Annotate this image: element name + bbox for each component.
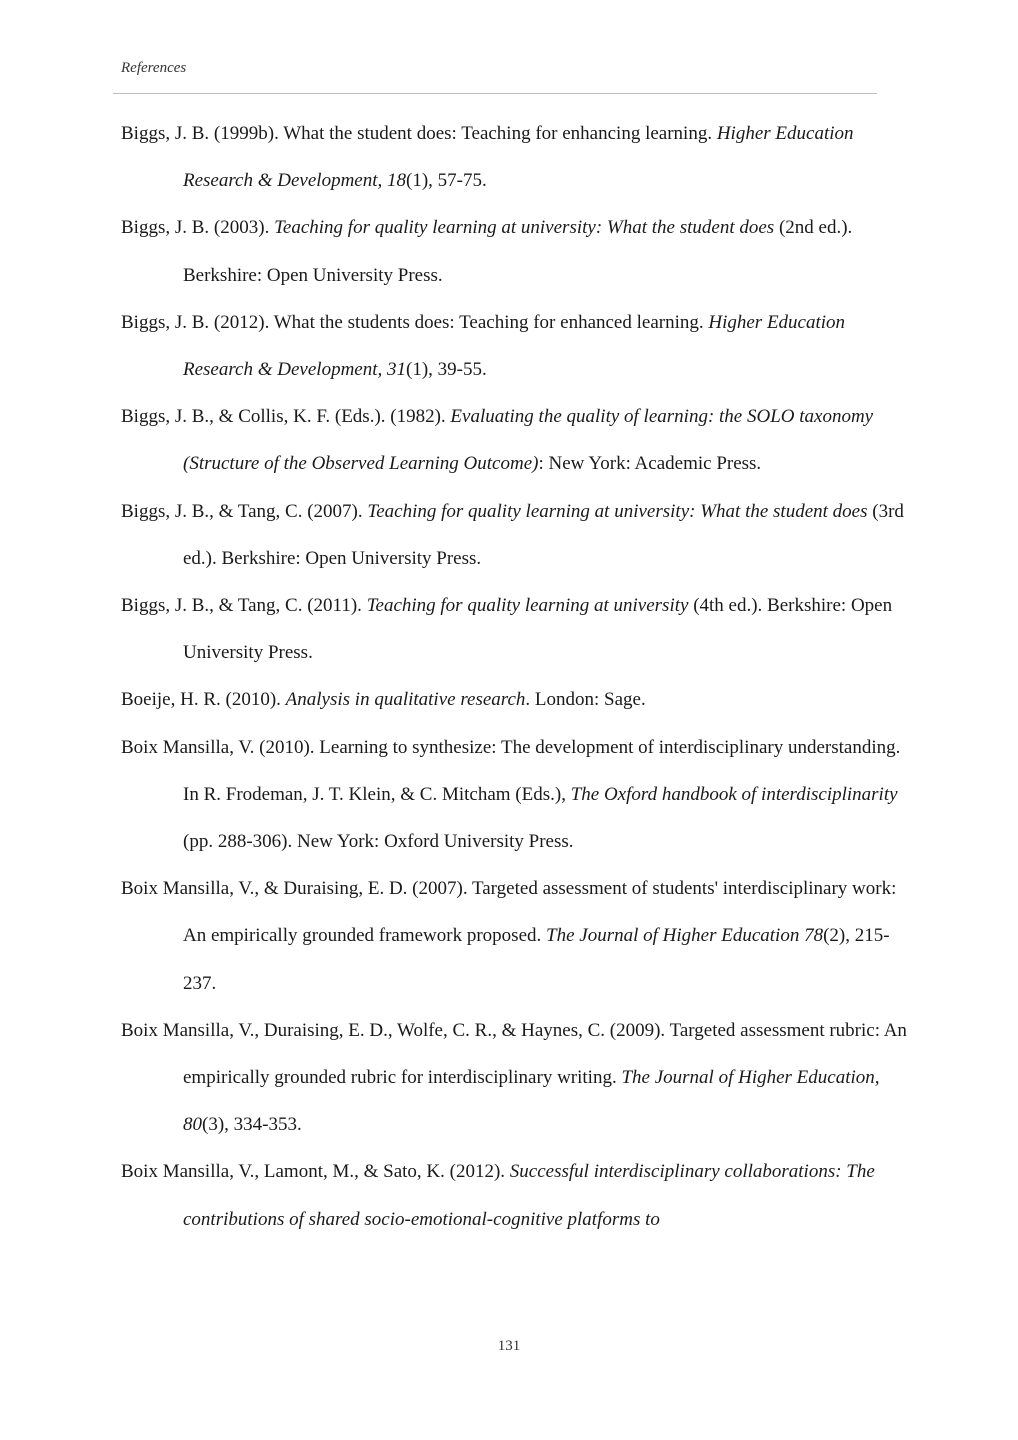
reference-entry xyxy=(121,204,911,298)
reference-text: Boix Mansilla, V. (2010). Learning to synthesize: The development of interdisciplinary understanding. In R. Frodeman, J. T. Klein, & C. Mitcham (Eds.), xyxy=(121,736,901,805)
reference-text: Biggs, J. B., & Tang, C. (2007). xyxy=(121,500,368,522)
reference-italic-title: Successful interdisciplinary collaborations: The contributions of shared socio-emotional-cognitive platforms to xyxy=(183,1161,875,1230)
reference-text: Boeije, H. R. (2010). xyxy=(121,689,286,711)
reference-entry xyxy=(121,110,911,204)
reference-italic-title: Higher Education Research & Development, 31 xyxy=(183,311,846,381)
reference-italic-title: Analysis in qualitative research xyxy=(285,689,526,711)
reference-text: Biggs, J. B. (1999b). What the student does: Teaching for enhancing learning. xyxy=(121,123,717,144)
reference-text: (1), 39-55. xyxy=(406,359,487,381)
reference-italic-title: The Journal of Higher Education, 80 xyxy=(183,1067,880,1136)
reference-entry xyxy=(121,676,911,723)
page-number: 131 xyxy=(497,1338,521,1354)
reference-text: : New York: Academic Press. xyxy=(538,453,762,475)
reference-italic-title: Teaching for quality learning at university: What the student does xyxy=(274,217,775,239)
reference-text: Biggs, J. B., & Tang, C. (2011). xyxy=(121,595,367,617)
reference-text: (3), 334-353. xyxy=(202,1114,302,1136)
running-header-title: References xyxy=(121,60,187,76)
reference-entry xyxy=(121,488,911,582)
reference-text: . London: Sage. xyxy=(525,689,646,711)
reference-text: Biggs, J. B., & Collis, K. F. (Eds.). (1982). xyxy=(121,406,451,428)
reference-entry xyxy=(121,582,911,676)
reference-italic-title: Higher Education Research & Development, 18 xyxy=(183,123,854,192)
reference-text: Biggs, J. B. (2003). xyxy=(121,217,275,239)
reference-text: (2nd ed.). Berkshire: Open University Press. xyxy=(183,217,853,286)
reference-text: Boix Mansilla, V., Lamont, M., & Sato, K. (2012). xyxy=(121,1161,510,1183)
reference-text: (2), 215-237. xyxy=(183,925,890,994)
reference-text: (4th ed.). Berkshire: Open University Press. xyxy=(183,595,893,664)
reference-italic-title: The Journal of Higher Education 78 xyxy=(546,925,824,947)
reference-entry xyxy=(121,865,911,1007)
reference-text: (3rd ed.). Berkshire: Open University Press. xyxy=(183,500,904,569)
reference-entry xyxy=(121,1007,911,1149)
header-divider xyxy=(113,93,877,94)
reference-text: Biggs, J. B. (2012). What the students does: Teaching for enhanced learning. xyxy=(121,311,709,333)
reference-entry xyxy=(121,1148,911,1242)
reference-text: Boix Mansilla, V., & Duraising, E. D. (2007). Targeted assessment of students' interdisciplinary work: An empirically grounded framework proposed. xyxy=(121,878,897,947)
reference-list xyxy=(121,110,911,1243)
reference-italic-title: Teaching for quality learning at university xyxy=(366,595,689,617)
reference-text: (1), 57-75. xyxy=(406,170,487,192)
reference-entry xyxy=(121,393,911,487)
reference-entry xyxy=(121,724,911,866)
reference-italic-title: Teaching for quality learning at university: What the student does xyxy=(367,500,868,522)
reference-entry xyxy=(121,299,911,393)
reference-text: Boix Mansilla, V., Duraising, E. D., Wolfe, C. R., & Haynes, C. (2009). Targeted assessment rubric: An empirically grounded rubric for interdisciplinary writing. xyxy=(121,1019,907,1089)
reference-italic-title: Evaluating the quality of learning: the SOLO taxonomy (Structure of the Observed Learning Outcome) xyxy=(183,406,874,475)
reference-text: (pp. 288-306). New York: Oxford University Press. xyxy=(183,831,574,853)
reference-italic-title: The Oxford handbook of interdisciplinarity xyxy=(570,783,898,805)
